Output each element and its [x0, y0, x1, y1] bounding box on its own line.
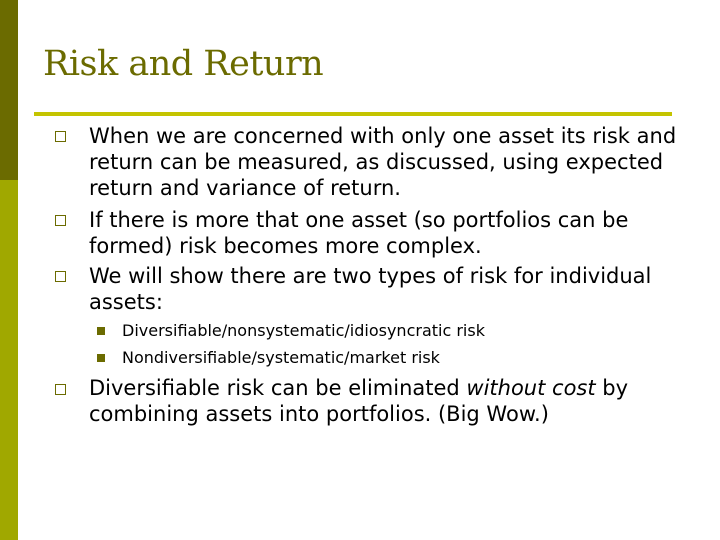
filled-square-bullet-icon [97, 327, 105, 335]
hollow-square-bullet-icon [55, 271, 66, 282]
bullet-text: When we are concerned with only one asset its risk and return can be measured, as discussed, using expected return and variance of return. [89, 124, 677, 200]
bullet-item [89, 263, 689, 315]
slide-title: Risk and Return [43, 44, 324, 84]
bullet-text-part: by combining assets into portfolios. (Big Wow.) [89, 376, 629, 426]
bullet-item [89, 207, 689, 259]
bullet-text [89, 375, 689, 427]
hollow-square-bullet-icon [55, 384, 66, 395]
bullet-text-emphasis: without cost [466, 376, 596, 400]
bullet-item [89, 123, 689, 201]
sub-bullet-item: Diversifiable/nonsystematic/idiosyncratic risk [122, 321, 485, 340]
bullet-item [89, 375, 689, 427]
bullet-text: If there is more that one asset (so portfolios can be formed) risk becomes more complex. [89, 208, 629, 258]
bullet-text-part: Diversifiable risk can be eliminated [89, 376, 467, 400]
sub-bullet-item: Nondiversifiable/systematic/market risk [122, 348, 440, 367]
bullet-text: We will show there are two types of risk for individual assets: [89, 264, 652, 314]
filled-square-bullet-icon [97, 354, 105, 362]
hollow-square-bullet-icon [55, 215, 66, 226]
hollow-square-bullet-icon [55, 131, 66, 142]
